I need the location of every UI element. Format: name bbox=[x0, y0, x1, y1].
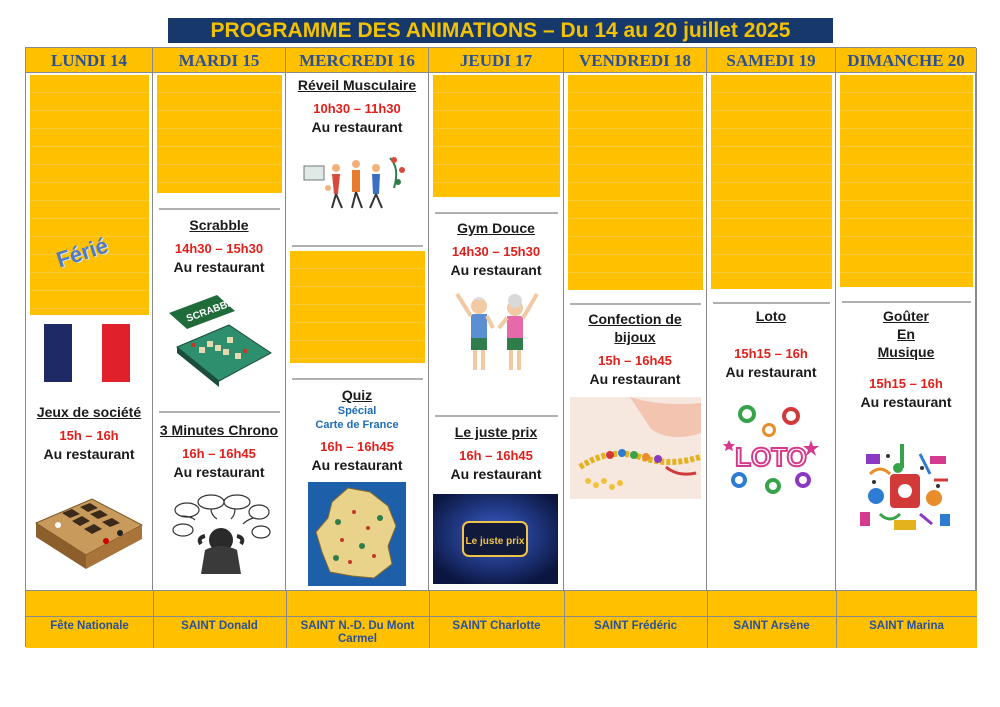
elderly-exercise-image bbox=[449, 286, 545, 376]
column-divider bbox=[153, 590, 154, 648]
saint-of-day: SAINT N.-D. Du Mont Carmel bbox=[300, 620, 415, 645]
divider bbox=[842, 301, 971, 303]
day-header: SAMEDI 19 bbox=[707, 48, 835, 73]
column-divider bbox=[564, 590, 565, 648]
activity-place: Au restaurant bbox=[589, 371, 681, 387]
column-divider bbox=[836, 590, 837, 648]
activity-title: Gym Douce bbox=[457, 220, 535, 236]
day-column-jeudi bbox=[429, 48, 564, 646]
activity-subtitle: Spécial bbox=[337, 405, 377, 417]
jewelry-making-image bbox=[570, 397, 701, 499]
saint-of-day: SAINT Donald bbox=[181, 620, 258, 632]
scrabble-box-text: SCRABBLE bbox=[185, 295, 242, 325]
column-divider bbox=[429, 590, 430, 648]
activity-place: Au restaurant bbox=[860, 394, 952, 410]
activity-title: Jeux de société bbox=[36, 404, 142, 420]
activity-place: Au restaurant bbox=[311, 119, 403, 135]
activity-confection-de-bijoux bbox=[564, 310, 706, 388]
activity-place: Au restaurant bbox=[450, 262, 542, 278]
day-column-mardi bbox=[153, 48, 286, 646]
activity-time: 16h – 16h45 bbox=[182, 446, 256, 461]
empty-slot bbox=[290, 251, 425, 363]
empty-slot bbox=[568, 75, 703, 290]
day-header: DIMANCHE 20 bbox=[836, 48, 976, 73]
activity-title: Réveil Musculaire bbox=[297, 77, 417, 93]
loto-logo-text: LOTO bbox=[735, 442, 807, 472]
divider bbox=[435, 212, 558, 214]
activity-title: Scrabble bbox=[189, 217, 249, 233]
day-header: LUNDI 14 bbox=[26, 48, 152, 73]
activity-jeux-de-societe bbox=[26, 403, 152, 463]
divider bbox=[292, 245, 423, 247]
board-games-image bbox=[32, 485, 146, 577]
thinking-man-image bbox=[171, 492, 271, 576]
divider bbox=[713, 302, 830, 304]
french-flag-icon bbox=[44, 324, 130, 382]
activity-time: 16h – 16h45 bbox=[320, 439, 394, 454]
france-map-image bbox=[308, 482, 406, 586]
activity-title: Le juste prix bbox=[454, 424, 538, 440]
activity-time: 16h – 16h45 bbox=[459, 448, 533, 463]
activity-subtitle: Carte de France bbox=[315, 419, 399, 431]
day-column-dimanche bbox=[836, 48, 977, 646]
activity-time: 14h30 – 15h30 bbox=[451, 244, 541, 259]
activity-loto bbox=[707, 307, 835, 381]
divider bbox=[570, 303, 701, 305]
activity-title: Musique bbox=[877, 344, 935, 360]
activity-time: 10h30 – 11h30 bbox=[313, 101, 401, 116]
divider bbox=[435, 415, 558, 417]
empty-slot bbox=[30, 75, 149, 315]
activity-place: Au restaurant bbox=[173, 259, 265, 275]
loto-balls-image bbox=[723, 400, 819, 496]
saint-of-day: SAINT Charlotte bbox=[452, 620, 541, 632]
juste-prix-logo-text: Le juste prix bbox=[465, 536, 525, 547]
day-column-lundi bbox=[26, 48, 153, 646]
activity-time: 15h15 – 16h bbox=[734, 346, 808, 361]
day-header: MERCREDI 16 bbox=[286, 48, 428, 73]
activity-title: Goûter bbox=[883, 308, 929, 324]
empty-slot bbox=[711, 75, 832, 289]
saint-of-day: Fête Nationale bbox=[50, 620, 129, 632]
activity-le-juste-prix bbox=[429, 423, 563, 483]
day-column-samedi bbox=[707, 48, 836, 646]
activity-place: Au restaurant bbox=[173, 464, 265, 480]
activity-place: Au restaurant bbox=[450, 466, 542, 482]
divider bbox=[159, 208, 280, 210]
day-column-vendredi bbox=[564, 48, 707, 646]
activity-place: Au restaurant bbox=[43, 446, 135, 462]
activity-time: 15h – 16h45 bbox=[598, 353, 672, 368]
activity-scrabble bbox=[153, 216, 285, 276]
divider bbox=[292, 378, 423, 380]
day-header: JEUDI 17 bbox=[429, 48, 563, 73]
music-instruments-image bbox=[850, 434, 960, 546]
empty-slot bbox=[840, 75, 973, 287]
divider bbox=[159, 411, 280, 413]
activity-title: bijoux bbox=[614, 329, 656, 345]
holiday-label: Férié bbox=[53, 232, 112, 273]
day-header: VENDREDI 18 bbox=[564, 48, 706, 73]
activity-gouter-en-musique bbox=[836, 307, 976, 411]
activity-title: Loto bbox=[755, 308, 787, 324]
schedule-grid bbox=[25, 47, 976, 647]
activity-title: En bbox=[897, 326, 915, 342]
day-header: MARDI 15 bbox=[153, 48, 285, 73]
empty-slot bbox=[157, 75, 282, 193]
exercise-group-image bbox=[302, 148, 414, 214]
activity-time: 15h – 16h bbox=[59, 428, 119, 443]
activity-time: 14h30 – 15h30 bbox=[174, 241, 264, 256]
column-divider bbox=[286, 590, 287, 648]
activity-title: Confection de bbox=[588, 311, 682, 327]
activity-time: 15h15 – 16h bbox=[869, 376, 943, 391]
activity-quiz bbox=[286, 386, 428, 474]
footer-band bbox=[26, 590, 977, 617]
saint-of-day: SAINT Marina bbox=[869, 620, 944, 632]
activity-reveil-musculaire bbox=[286, 76, 428, 136]
activity-title: Quiz bbox=[341, 387, 373, 403]
activity-gym-douce bbox=[429, 219, 563, 279]
saint-of-day: SAINT Arsène bbox=[733, 620, 810, 632]
page-title: PROGRAMME DES ANIMATIONS – Du 14 au 20 juillet 2025 bbox=[168, 18, 833, 43]
activity-title: 3 Minutes Chrono bbox=[159, 422, 279, 438]
empty-slot bbox=[433, 75, 560, 197]
scrabble-image bbox=[163, 291, 275, 391]
day-column-mercredi bbox=[286, 48, 429, 646]
activity-place: Au restaurant bbox=[725, 364, 817, 380]
juste-prix-image bbox=[433, 494, 558, 584]
saint-of-day: SAINT Frédéric bbox=[593, 620, 678, 632]
activity-3-minutes-chrono bbox=[153, 421, 285, 481]
column-divider bbox=[707, 590, 708, 648]
activity-place: Au restaurant bbox=[311, 457, 403, 473]
